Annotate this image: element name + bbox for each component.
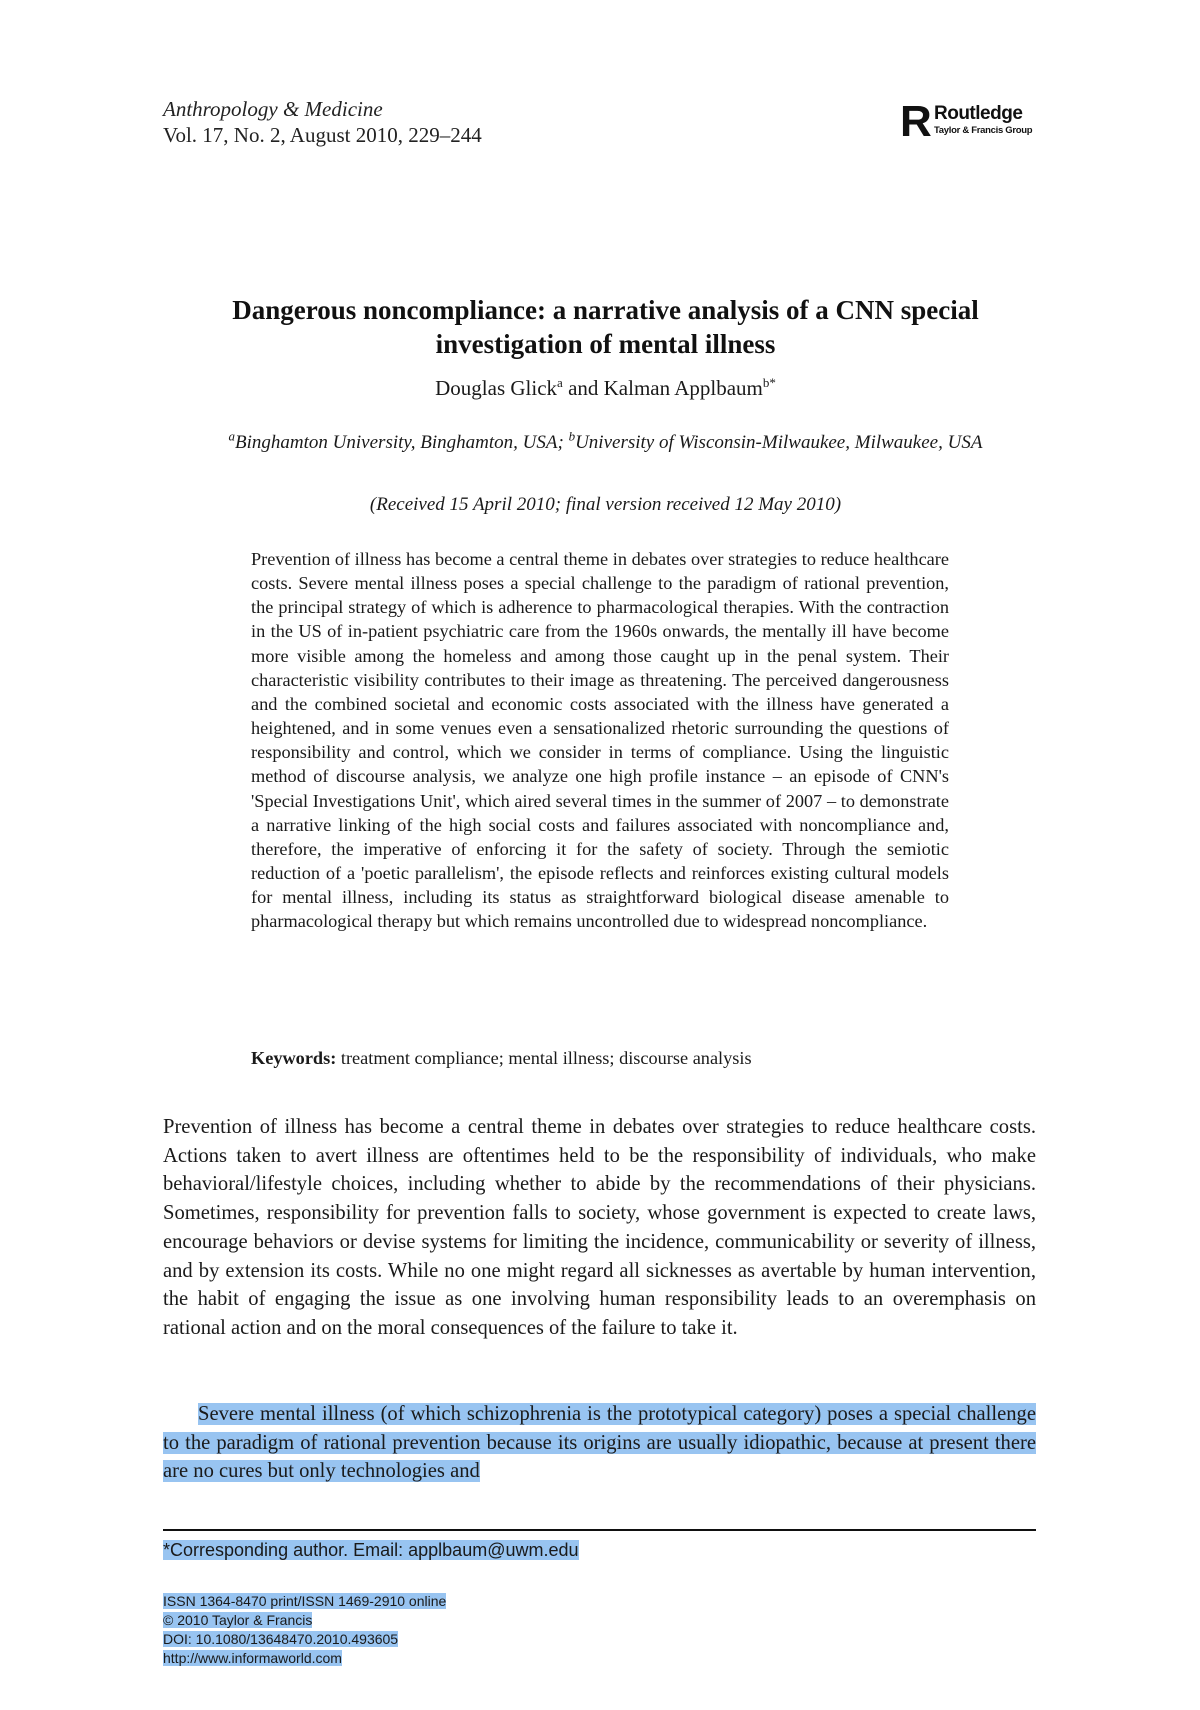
article-title: Dangerous noncompliance: a narrative analysis of a CNN special investigation of mental illness [232, 295, 979, 359]
corresponding-author-footnote[interactable] [163, 1537, 579, 1563]
author-2-affiliation-mark: b* [762, 375, 776, 390]
affiliation-b: University of Wisconsin-Milwaukee, Milwaukee, USA [575, 432, 983, 453]
url-link[interactable]: http://www.informaworld.com [163, 1650, 342, 1666]
footnote-divider [163, 1529, 1036, 1531]
publisher-logo-subtitle: Taylor & Francis Group [934, 125, 1033, 136]
abstract: Prevention of illness has become a central theme in debates over strategies to reduce healthcare costs. Severe mental illness poses a special challenge to the paradigm of rational prevention, the principal strategy of which is adherence to pharmacological therapies. With the contraction in the US of in-patient psychiatric care from the 1960s onwards, the mentally ill have become more visible among the homeless and among those caught up in the penal system. Their characteristic visibility contributes to their image as threatening. The perceived dangerousness and the combined societal and economic costs associated with the illness have generated a heightened, and in some venues even a sensationalized rhetoric surrounding the questions of responsibility and control, which we consider in terms of compliance. Using the linguistic method of discourse analysis, we analyze one high profile instance – an episode of CNN's 'Special Investigations Unit', which aired several times in the summer of 2007 – to demonstrate a narrative linking of the high social costs and failures associated with noncompliance and, therefore, the imperative of enforcing it for the safety of society. Through the semiotic reduction of a 'poetic parallelism', the episode reflects and reinforces existing cultural models for mental illness, including its status as straightforward biological disease amenable to pharmacological therapy but which remains uncontrolled due to widespread noncompliance. [251, 549, 949, 932]
publication-info[interactable] [163, 1592, 446, 1668]
corresponding-author-text[interactable]: *Corresponding author. Email: applbaum@uwm.edu [163, 1540, 579, 1560]
affiliation-a-mark: a [228, 428, 236, 444]
body-paragraph-2[interactable] [163, 1400, 1036, 1486]
affiliation-a: Binghamton University, Binghamton, USA; [235, 432, 569, 453]
received-dates: (Received 15 April 2010; final version received 12 May 2010) [369, 494, 842, 515]
publisher-logo-mark: R [900, 97, 930, 146]
doi-line[interactable]: DOI: 10.1080/13648470.2010.493605 [163, 1631, 399, 1647]
copyright-line[interactable]: © 2010 Taylor & Francis [163, 1612, 313, 1628]
author-joiner: and [562, 376, 604, 400]
author-affiliations [163, 430, 1048, 456]
author-1: Douglas Glick [435, 376, 558, 400]
keywords-label: Keywords: [251, 1048, 337, 1068]
keywords [251, 1046, 949, 1070]
author-1-affiliation-mark: a [557, 375, 563, 390]
author-2: Kalman Applbaum [603, 376, 763, 400]
affiliation-b-mark: b [568, 428, 576, 444]
journal-volume-info: Vol. 17, No. 2, August 2010, 229–244 [163, 123, 482, 147]
journal-header [163, 96, 482, 148]
keywords-list: treatment compliance; mental illness; discourse analysis [336, 1048, 752, 1068]
issn-line[interactable]: ISSN 1364-8470 print/ISSN 1469-2910 online [163, 1593, 447, 1609]
journal-name: Anthropology & Medicine [163, 97, 383, 121]
body-paragraph-1: Prevention of illness has become a central theme in debates over strategies to reduce healthcare costs. Actions taken to avert illness are oftentimes held to be the responsibility of individuals, who make behavioral/lifestyle choices, including whether to abide by the recommendations of their physicians. Sometimes, responsibility for prevention falls to society, whose government is expected to create laws, encourage behaviors or devise systems for limiting the incidence, communicability or severity of illness, and by extension its costs. While no one might regard all sicknesses as avertable by human intervention, the habit of engaging the issue as one involving human responsibility leads to an overemphasis on rational action and on the moral consequences of the failure to take it. [163, 1116, 1036, 1339]
publisher-logo-name: Routledge [934, 103, 1023, 124]
selected-text[interactable]: Severe mental illness (of which schizophrenia is the prototypical category) poses a special challenge to the paradigm of rational prevention because its origins are usually idiopathic, because at present there are no cures but only technologies and [163, 1403, 1036, 1483]
publisher-logo [900, 97, 1040, 146]
article-authors [163, 375, 1048, 401]
